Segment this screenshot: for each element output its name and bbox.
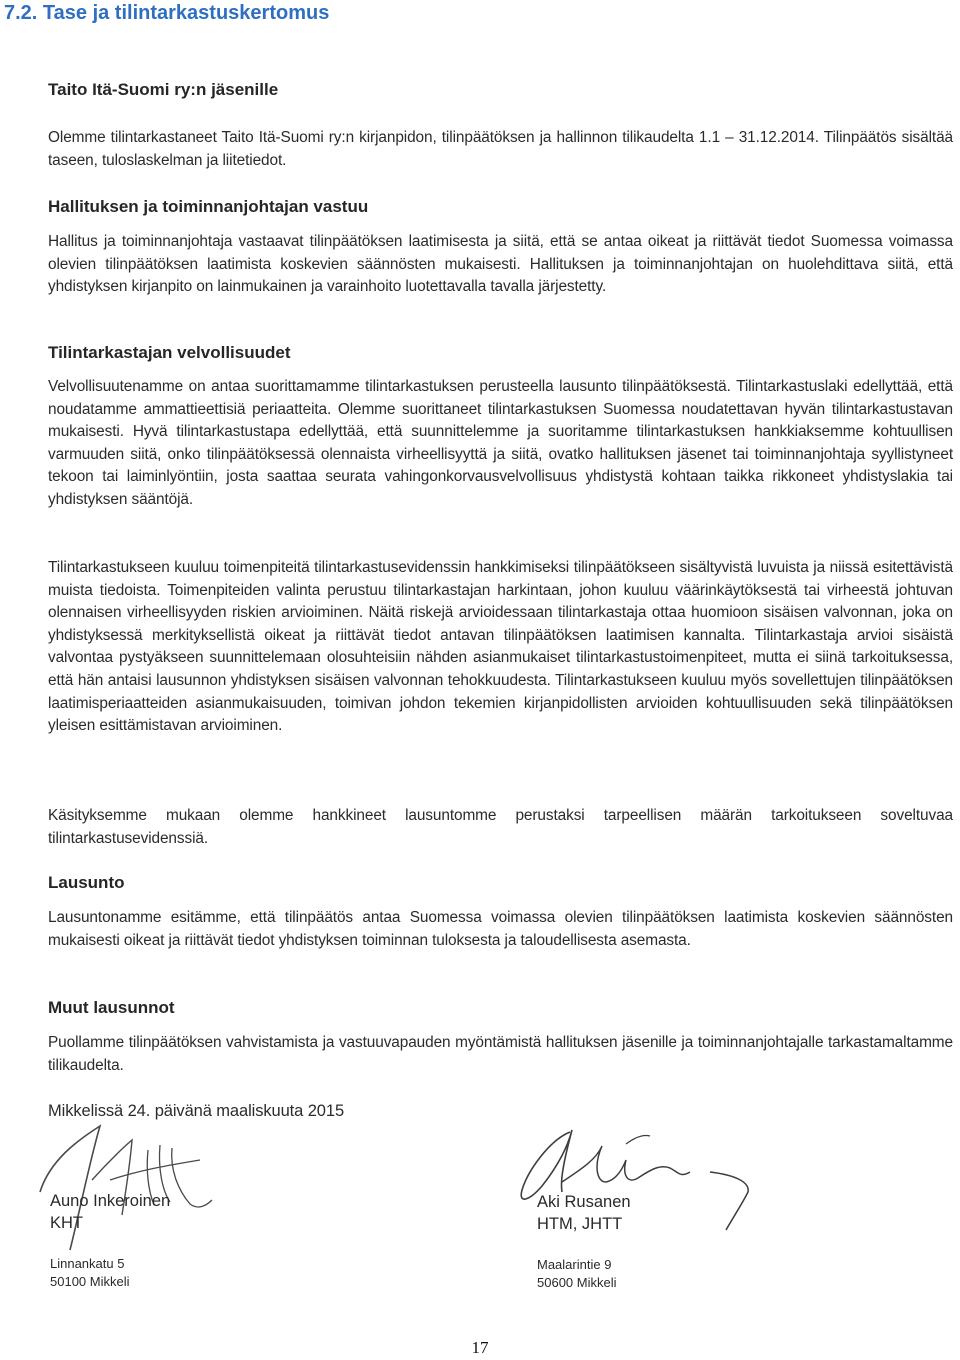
paragraph-auditor-duties-2: Tilintarkastukseen kuuluu toimenpiteitä tilintarkastusevidenssin hankkimiseksi tilinpäätökseen sisältyvistä luvuista ja niissä esitettävistä muista tiedoista. Toimenpiteiden valinta perustuu tilintarkastajan harkintaan, johon kuuluu väärinkäytöksestä tai virheestä johtuvan olennaisen virheellisyyden riskien arvioiminen. Näitä riskejä arvioidessaan tilintarkastaja ottaa huomioon sisäisen valvonnan, joka on yhdistyksessä merkityksellistä oikeat ja riittävät tiedot antavan tilinpäätöksen laatimisen kannalta. Tilintarkastaja arvioi sisäistä valvontaa pystyäkseen suunnittelemaan olosuhteisiin nähden asianmukaiset tilintarkastustoimenpiteet, mutta ei siinä tarkoituksessa, että hän antaisi lausunnon yhdistyksen sisäisen valvonnan tehokkuudesta. Tilintarkastukseen kuuluu myös sovellettujen tilinpäätöksen laatimisperiaatteiden asianmukaisuuden, toimivan johdon tekemien kirjanpidollisten arvioiden kohtuullisuuden sekä tilinpäätöksen yleisen esittämistavan arvioiminen. bbox=[48, 559, 953, 735]
page-number: 17 bbox=[471, 1338, 489, 1357]
intro-paragraph: Olemme tilintarkastaneet Taito Itä-Suomi ry:n kirjanpidon, tilinpäätöksen ja hallinnon tilikaudelta 1.1 – 31.12.2014. Tilinpäätös sisältää taseen, tuloslaskelman ja liitetiedot. bbox=[48, 129, 953, 169]
signatory-right-street: Maalarintie 9 bbox=[537, 1257, 612, 1272]
place-date: Mikkelissä 24. päivänä maaliskuuta 2015 bbox=[48, 1102, 345, 1120]
signatory-left-street: Linnankatu 5 bbox=[50, 1256, 125, 1271]
signatory-left-city: 50100 Mikkeli bbox=[50, 1274, 130, 1289]
signatory-right-name: Aki Rusanen bbox=[537, 1193, 631, 1211]
paragraph-responsibility: Hallitus ja toiminnanjohtaja vastaavat tilinpäätöksen laatimisesta ja siitä, että se antaa oikeat ja riittävät tiedot Suomessa voimassa olevien tilinpäätöksen laatimista koskevien säännösten mukaisesti. Hallituksen ja toiminnanjohtajan on huolehdittava siitä, että yhdistyksen kirjanpito on lainmukainen ja varainhoito luotettavalla tavalla järjestetty. bbox=[48, 233, 953, 296]
section-heading-responsibility: Hallituksen ja toiminnanjohtajan vastuu bbox=[48, 197, 369, 216]
paragraph-other-statements: Puollamme tilinpäätöksen vahvistamista ja vastuuvapauden myöntämistä hallituksen jäsenille ja toiminnanjohtajalle tarkastamaltamme tilikaudelta. bbox=[48, 1034, 953, 1074]
signatory-left-title: KHT bbox=[50, 1214, 83, 1232]
signatory-left-name: Auno Inkeroinen bbox=[50, 1192, 171, 1210]
paragraph-opinion: Lausuntonamme esitämme, että tilinpäätös antaa Suomessa voimassa olevien tilinpäätöksen laatimista koskevien säännösten mukaisesti oikeat ja riittävät tiedot yhdistyksen toiminnan tuloksesta ja taloudellisesta asemasta. bbox=[48, 909, 953, 949]
section-title: 7.2. Tase ja tilintarkastuskertomus bbox=[4, 2, 330, 24]
signatory-right-title: HTM, JHTT bbox=[537, 1215, 623, 1233]
section-heading-other-statements: Muut lausunnot bbox=[48, 998, 175, 1017]
paragraph-auditor-duties-3: Käsityksemme mukaan olemme hankkineet lausuntomme perustaksi tarpeellisen määrän tarkoitukseen soveltuvaa tilintarkastusevidenssiä. bbox=[48, 807, 953, 847]
signatory-right-city: 50600 Mikkeli bbox=[537, 1275, 617, 1290]
section-heading-opinion: Lausunto bbox=[48, 873, 125, 892]
paragraph-auditor-duties-1: Velvollisuutenamme on antaa suorittamamme tilintarkastuksen perusteella lausunto tilinpäätöksestä. Tilintarkastuslaki edellyttää, että noudatamme ammattieettisiä periaatteita. Olemme suorittaneet tilintarkastuksen Suomessa noudatettavan hyvän tilintarkastustavan mukaisesti. Hyvä tilintarkastustapa edellyttää, että suunnittelemme ja suoritamme tilintarkastuksen hankkiaksemme kohtuullisen varmuuden siitä, onko tilinpäätöksessä olennaista virheellisyyttä ja siitä, ovatko hallituksen jäsenet tai toiminnanjohtaja syyllistyneet tekoon tai laiminlyöntiin, josta saattaa seurata vahingonkorvausvelvollisuus yhdistystä kohtaan taikka rikkoneet yhdistyslakia tai yhdistyksen sääntöjä. bbox=[48, 378, 953, 508]
report-addressee: Taito Itä-Suomi ry:n jäsenille bbox=[48, 80, 279, 99]
section-heading-auditor-duties: Tilintarkastajan velvollisuudet bbox=[48, 343, 291, 362]
